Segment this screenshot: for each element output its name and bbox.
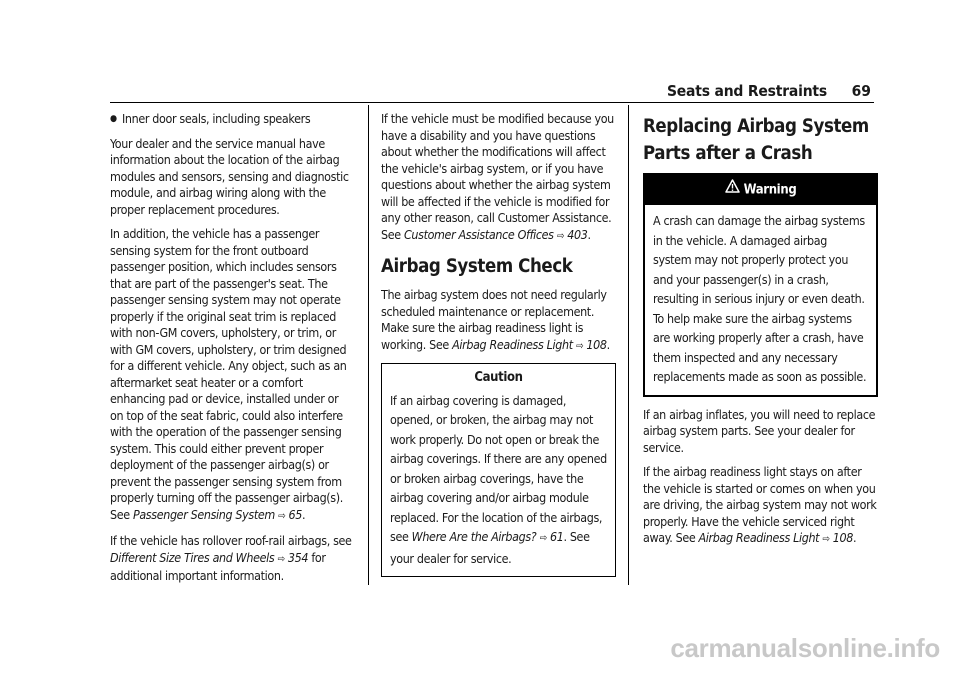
paragraph-readiness-light: If the airbag readiness light stays on after the vehicle is started or comes on when you are driving, the airbag system may not work properly. Have the vehicle serviced right away. See Airbag Readiness Light ⇨ 108.: [643, 464, 877, 545]
column-2: [381, 111, 616, 577]
paragraph-service-manual: Your dealer and the service manual have information about the location of the airbag modules and sensors, sensing and diagnostic module, and airbag wiring along with the proper replacement procedures.: [110, 135, 349, 217]
heading-airbag-system-check: Airbag System Check: [381, 256, 573, 277]
page-ref[interactable]: 108: [586, 336, 607, 352]
paragraph-text: The airbag system does not need regularly scheduled maintenance or replacement. Make sure the airbag readiness light is working. See: [381, 287, 607, 352]
page-ref-arrow-icon: ⇨: [278, 510, 286, 522]
paragraph-passenger-sensing: In addition, the vehicle has a passenger sensing system for the front outboard passenger position, which includes sensors that are part of the passenger's seat. The passenger sensing system may not operate properly if the original seat trim is replaced with non-GM covers, upholstery, or trim, or with GM covers, upholstery, or trim designed for a different vehicle. Any object, such as an aftermarket seat heater or a comfort enhancing pad or device, installed under or on top of the seat fabric, could also interfere with the operation of the passenger sensing system. This could either prevent proper deployment of the passenger airbag(s) or prevent the passenger sensing system from properly turning off the passenger airbag(s). See Passenger Sensing System ⇨ 65.: [110, 226, 347, 522]
paragraph-text: for additional important information.: [110, 549, 326, 583]
heading-replacing-parts: Replacing Airbag System Parts after a Crash: [643, 116, 869, 164]
paragraph-rollover: [110, 533, 353, 585]
paragraph-modification: If the vehicle must be modified because you have a disability and you have questions about whether the modifications will affect the vehicle's airbag system, or if you have questions about whether the airbag system will be affected if the vehicle is modified for any other reason, call Customer Assistance. See Customer Assistance Offices ⇨ 403.: [381, 111, 614, 242]
page-ref-arrow-icon: ⇨: [575, 340, 584, 352]
page-ref-arrow-icon: ⇨: [539, 533, 547, 544]
page-ref[interactable]: 354: [287, 549, 309, 565]
warning-header: [645, 175, 876, 205]
page-ref[interactable]: 61: [549, 529, 564, 544]
customer-assistance-link[interactable]: Customer Assistance Offices: [403, 226, 554, 242]
caution-tail: . See your dealer for service.: [390, 529, 590, 566]
paragraph-system-check: The airbag system does not need regularly scheduled maintenance or replacement. Make sure the airbag readiness light is working. See Airbag Readiness Light ⇨ 108.: [381, 287, 610, 352]
warning-box: [643, 173, 878, 397]
paragraph-text: If the airbag readiness light stays on after the vehicle is started or comes on when you are driving, the airbag system may not work properly. Have the vehicle serviced right away. See: [643, 464, 877, 545]
paragraph-text: In addition, the vehicle has a passenger sensing system for the front outboard passenger position, which includes sensors that are part of the passenger's seat. The passenger sensing system may not operate properly if the original seat trim is replaced with non-GM covers, upholstery, or trim, or with GM covers, upholstery, or trim designed for a different vehicle. Any object, such as an aftermarket seat heater or a comfort enhancing pad or device, installed under or on top of the seat fabric, could also interfere with the operation of the passenger sensing system. This could either prevent proper deployment of the passenger airbag(s) or prevent the passenger sensing system from properly turning off the passenger airbag(s). See: [110, 226, 347, 522]
watermark: carmanualsonline.info: [670, 633, 940, 663]
column-3: [643, 111, 878, 557]
section-title: Seats and Restraints: [666, 82, 827, 100]
passenger-sensing-link[interactable]: Passenger Sensing System: [132, 506, 275, 522]
caution-title: Caution: [474, 370, 523, 385]
column-divider-1: [368, 105, 369, 585]
column-1: [110, 111, 353, 593]
paragraph-airbag-inflates: If an airbag inflates, you will need to replace airbag system parts. See your dealer for service.: [643, 406, 876, 455]
bullet-text: Inner door seals, including speakers: [122, 111, 311, 126]
airbag-readiness-link[interactable]: Airbag Readiness Light: [452, 336, 573, 352]
caution-text: [390, 391, 607, 569]
column-divider-2: [628, 105, 629, 585]
warning-title: Warning: [743, 182, 797, 198]
bullet-icon: ●: [110, 114, 117, 124]
page-ref-arrow-icon: ⇨: [556, 230, 565, 242]
caution-body: If an airbag covering is damaged, opened, or broken, the airbag may not work properly. Do not open or break the airbag coverings. If there are any opened or broken airbag coverings, have the airbag covering and/or airbag module replaced. For the location of the airbags, see: [390, 392, 607, 544]
caution-box: [381, 363, 616, 577]
paragraph-text: If the vehicle has rollover roof-rail airbags, see: [110, 533, 352, 548]
bullet-item: [110, 111, 353, 128]
page-ref[interactable]: 403: [567, 226, 588, 242]
page-ref-arrow-icon: ⇨: [277, 553, 285, 565]
airbag-location-link[interactable]: Where Are the Airbags?: [411, 529, 537, 544]
header-divider: [110, 102, 874, 103]
page-ref-arrow-icon: ⇨: [822, 534, 830, 545]
page-number: 69: [851, 82, 871, 100]
paragraph-text: If the vehicle must be modified because you have a disability and you have questions about whether the modifications will affect the vehicle's airbag system, or if you have questions about whether the airbag system will be affected if the vehicle is modified for any other reason, call Customer Assistance. See: [381, 111, 614, 242]
airbag-readiness-link[interactable]: Airbag Readiness Light: [698, 530, 820, 545]
warning-text: A crash can damage the airbag systems in the vehicle. A damaged airbag system may not properly protect you and your passenger(s) in a crash, resulting in serious injury or even death. To help make sure the airbag systems are working properly after a crash, have them inspected and any necessary replacements made as soon as possible.: [653, 213, 867, 384]
page-ref[interactable]: 65: [288, 506, 302, 522]
warning-triangle-icon: [725, 175, 740, 205]
tires-wheels-link[interactable]: Different Size Tires and Wheels: [110, 549, 275, 565]
page-ref[interactable]: 108: [832, 530, 854, 545]
